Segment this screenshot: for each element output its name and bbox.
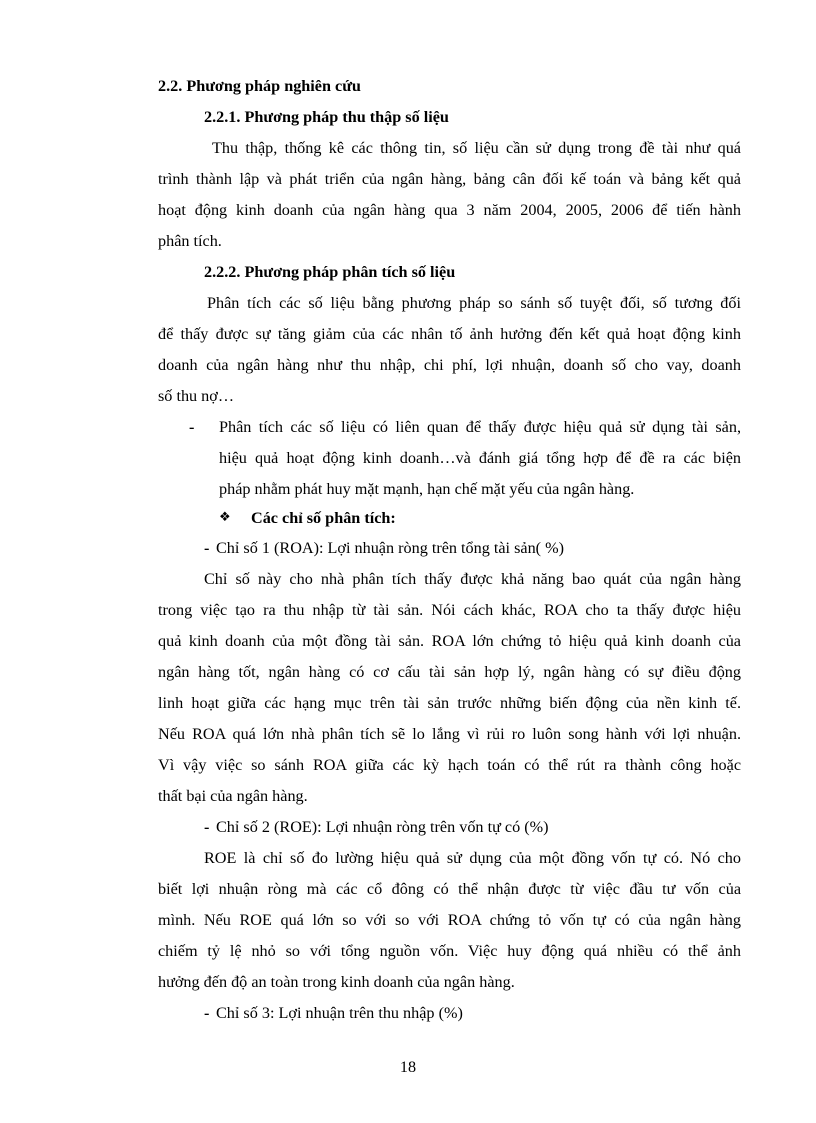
item-dash: -	[204, 539, 210, 557]
paragraph-line: phân tích.	[158, 232, 222, 250]
bullet-dash: -	[189, 418, 195, 436]
subsection-heading-data-analysis: 2.2.2. Phương pháp phân tích số liệu	[204, 263, 456, 281]
item-dash: -	[204, 818, 210, 836]
bullet-line: Phân tích các số liệu có liên quan để thấy được hiệu quả sử dụng tài sản,	[219, 418, 741, 436]
paragraph-line: hưởng đến độ an toàn trong kinh doanh của ngân hàng.	[158, 973, 515, 991]
paragraph-line: chiếm tỷ lệ nhỏ so với tổng nguồn vốn. Việc huy động quá nhiều có thể ảnh	[158, 942, 741, 960]
diamond-bullet-icon: ❖	[219, 510, 231, 525]
item-dash: -	[204, 1004, 210, 1022]
paragraph-line: Thu thập, thống kê các thông tin, số liệu cần sử dụng trong đề tài như quá	[212, 139, 741, 157]
subsection-heading-data-collection: 2.2.1. Phương pháp thu thập số liệu	[204, 108, 449, 126]
paragraph-line: mình. Nếu ROE quá lớn so với so với ROA chứng tỏ vốn tự có của ngân hàng	[158, 911, 741, 929]
indicator-title-roe: Chỉ số 2 (ROE): Lợi nhuận ròng trên vốn tự có (%)	[216, 818, 549, 836]
paragraph-line: hoạt động kinh doanh của ngân hàng qua 3 năm 2004, 2005, 2006 để tiến hành	[158, 201, 741, 219]
bullet-line: pháp nhằm phát huy mặt mạnh, hạn chế mặt yếu của ngân hàng.	[219, 480, 635, 498]
paragraph-line: Phân tích các số liệu bằng phương pháp so sánh số tuyệt đối, số tương đối	[207, 294, 741, 312]
page-number: 18	[399, 1058, 417, 1076]
paragraph-line: thất bại của ngân hàng.	[158, 787, 308, 805]
bullet-line: hiệu quả hoạt động kinh doanh…và đánh giá tổng hợp để đề ra các biện	[219, 449, 741, 467]
section-heading: 2.2. Phương pháp nghiên cứu	[158, 77, 361, 95]
paragraph-line: biết lợi nhuận ròng mà các cổ đông có thể nhận được từ việc đầu tư vốn của	[158, 880, 741, 898]
paragraph-line: trong việc tạo ra thu nhập từ tài sản. Nói cách khác, ROA cho ta thấy được hiệu	[158, 601, 741, 619]
paragraph-line: ROE là chỉ số đo lường hiệu quả sử dụng của một đồng vốn tự có. Nó cho	[204, 849, 741, 867]
paragraph-line: doanh của ngân hàng như thu nhập, chi phí, lợi nhuận, doanh số cho vay, doanh	[158, 356, 741, 374]
paragraph-line: Nếu ROA quá lớn nhà phân tích sẽ lo lắng vì rủi ro luôn song hành với lợi nhuận.	[158, 725, 741, 743]
indicator-title-profit-on-income: Chỉ số 3: Lợi nhuận trên thu nhập (%)	[216, 1004, 463, 1022]
indicator-title-roa: Chỉ số 1 (ROA): Lợi nhuận ròng trên tổng tài sản( %)	[216, 539, 564, 557]
paragraph-line: số thu nợ…	[158, 387, 235, 405]
paragraph-line: để thấy được sự tăng giảm của các nhân tố ảnh hưởng đến kết quả hoạt động kinh	[158, 325, 741, 343]
paragraph-line: quả kinh doanh của một đồng tài sản. ROA lớn chứng tỏ hiệu quả kinh doanh của	[158, 632, 741, 650]
paragraph-line: trình thành lập và phát triển của ngân hàng, bảng cân đối kế toán và bảng kết quả	[158, 170, 741, 188]
paragraph-line: ngân hàng tốt, ngân hàng có cơ cấu tài sản hợp lý, ngân hàng có sự điều động	[158, 663, 741, 681]
paragraph-line: Vì vậy việc so sánh ROA giữa các kỳ hạch toán có thể rút ra thành công hoặc	[158, 756, 741, 774]
indicators-heading: Các chỉ số phân tích:	[251, 509, 396, 527]
paragraph-line: linh hoạt giữa các hạng mục trên tài sản trước những biến động của nền kinh tế.	[158, 694, 741, 712]
paragraph-line: Chỉ số này cho nhà phân tích thấy được khả năng bao quát của ngân hàng	[204, 570, 741, 588]
